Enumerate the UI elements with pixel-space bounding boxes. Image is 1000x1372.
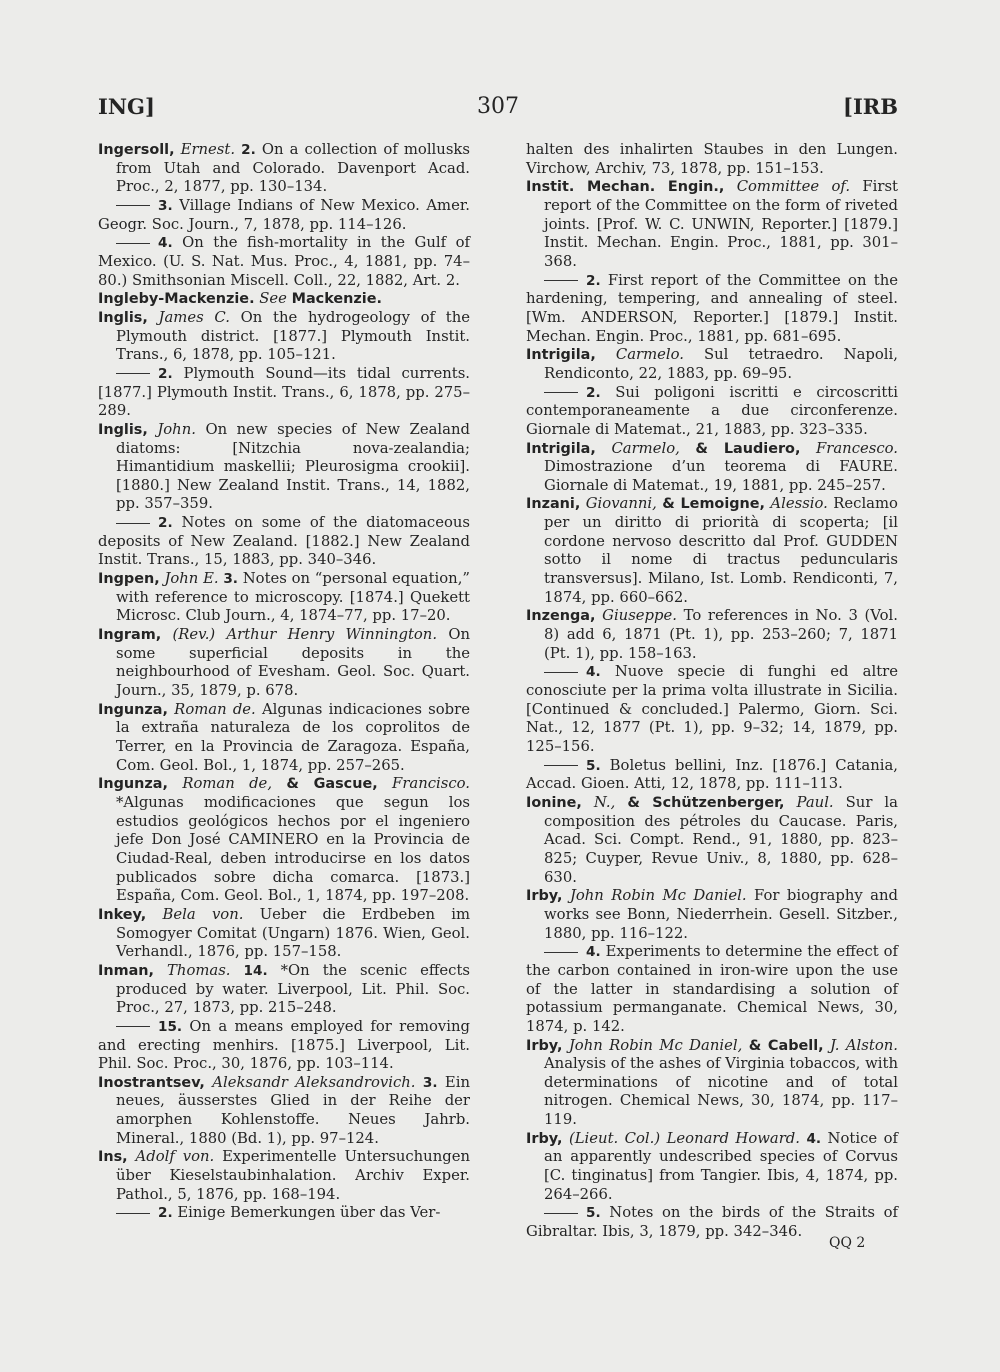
entry-number: 4.: [586, 664, 601, 681]
entry-headword: Ingersoll,: [98, 142, 175, 158]
entry-coauthor: & Schützenberger,: [627, 794, 785, 811]
bibliography-entry: [526, 1130, 898, 1205]
bibliography-entry: [526, 346, 898, 383]
bibliography-entry: [526, 495, 898, 607]
running-head-left: ING]: [98, 94, 155, 119]
entry-text: For biography and works see Bonn, Niederrhein. Gesell. Sitzber., 1880, pp. 116–122.: [544, 887, 898, 942]
repeat-author-dash: [116, 1026, 150, 1027]
entry-text: On the fish-mortality in the Gulf of Mexico. (U. S. Nat. Mus. Proc., 4, 1881, pp. 74–80.) Smithsonian Miscell. Coll., 22, 1882, Art. 2.: [98, 234, 470, 289]
entry-coauthor: & Laudiero,: [695, 440, 801, 457]
entry-number: 3.: [422, 1074, 438, 1091]
entry-text: Analysis of the ashes of Virginia tobaccos, with determinations of nicotine and of total nitrogen. Chemical News, 30, 1874, pp. 117–119.: [544, 1055, 898, 1129]
entry-headword: Irby,: [526, 888, 563, 905]
entry-text: Sui poligoni iscritti e circoscritti contemporaneamente a due circonferenze. Giornale di Matemat., 21, 1883, pp. 323–335.: [526, 383, 898, 438]
entry-text: Reclamo per un diritto di priorità di scoperta; [il cordone nervoso descritto dal Prof. GUDDEN sotto il nome di tractus peduncularis transversus]. Milano, Ist. Lomb. Rendiconti, 7, 1874, pp. 660–662.: [544, 495, 898, 606]
entry-number: 2.: [586, 272, 601, 289]
entry-number: 15.: [158, 1018, 183, 1035]
entry-text: halten des inhalirten Staubes in den Lungen. Virchow, Archiv, 73, 1878, pp. 151–153.: [526, 141, 898, 177]
entry-headword: Intrigila,: [526, 347, 596, 364]
entry-number: 14.: [243, 962, 268, 979]
bibliography-entry: [98, 309, 470, 365]
entry-text: Ein neues, äusserstes Glied in der Reihe der amorphen Kohlenstoffe. Neues Jahrb. Mineral., 1880 (Bd. 1), pp. 97–124.: [116, 1073, 470, 1147]
bibliography-entry: [98, 365, 470, 421]
entry-forename: Ernest.: [180, 141, 236, 158]
bibliography-entry: [98, 1204, 470, 1223]
entry-text: Nuove specie di funghi ed altre conosciute per la prima volta illustrate in Sicilia. [Continued & concluded.] Palermo, Giorn. Sci. Nat., 12, 1877 (Pt. 1), pp. 9–32; 14, 1879, pp. 125–156.: [526, 663, 898, 755]
entry-text: Sul tetraedro. Napoli, Rendiconto, 22, 1883, pp. 69–95.: [544, 346, 898, 382]
signature-mark: QQ 2: [829, 1235, 866, 1251]
bibliography-entry: [526, 178, 898, 271]
bibliography-entry: [98, 906, 470, 962]
entry-text: First report of the Committee on the form of riveted joints. [Prof. W. C. UNWIN, Reporter.] [1879.] Instit. Mechan. Engin. Proc., 1881, pp. 301–368.: [544, 178, 898, 270]
entry-headword: Ingpen,: [98, 571, 160, 588]
bibliography-entry: [526, 794, 898, 887]
entry-forename: John Robin Mc Daniel.: [569, 887, 747, 905]
entry-headword: Inglis,: [98, 421, 148, 438]
entry-text: Notes on some of the diatomaceous deposits of New Zealand. [1882.] New Zealand Instit. Trans., 15, 1883, pp. 340–346.: [98, 514, 470, 569]
entry-forename: John E.: [164, 570, 219, 588]
bibliography-entry: [98, 1148, 470, 1204]
entry-forename: Roman de.: [174, 700, 256, 718]
entry-headword: Inostrantsev,: [98, 1074, 205, 1091]
entry-forename: See: [259, 290, 287, 308]
bibliography-entry: [98, 626, 470, 701]
entry-text: Einige Bemerkungen über das Ver-: [177, 1204, 441, 1222]
entry-text: *On the scenic effects produced by water. Liverpool, Lit. Phil. Soc. Proc., 27, 1873, pp. 215–248.: [116, 961, 470, 1017]
bibliography-entry: [98, 290, 470, 309]
bibliography-entry: [98, 570, 470, 626]
entry-text: Notice of an apparently undescribed species of Corvus [C. tinginatus] from Tangier. Ibis, 4, 1874, pp. 264–266.: [544, 1129, 898, 1203]
entry-coauthor-forename: Paul.: [796, 793, 834, 811]
repeat-author-dash: [544, 765, 578, 766]
bibliography-entry: [526, 757, 898, 794]
entry-forename: Carmelo,: [611, 439, 680, 457]
entry-text: Village Indians of New Mexico. Amer. Geogr. Soc. Journ., 7, 1878, pp. 114–126.: [98, 196, 470, 233]
entry-headword: Intrigila,: [526, 440, 596, 457]
entry-number: 4.: [806, 1130, 822, 1147]
bibliography-entry: [526, 272, 898, 347]
entry-text: On a means employed for removing and erecting menhirs. [1875.] Liverpool, Lit. Phil. Soc. Proc., 30, 1876, pp. 103–114.: [98, 1017, 470, 1073]
entry-coauthor-forename: J. Alston.: [830, 1036, 898, 1054]
bibliography-entry: [98, 141, 470, 197]
bibliography-entry: [98, 962, 470, 1018]
entry-headword: Inzenga,: [526, 608, 596, 625]
bibliography-entry: [526, 440, 898, 496]
bibliography-entry: [526, 887, 898, 943]
entry-headword: Ins,: [98, 1149, 128, 1166]
repeat-author-dash: [116, 373, 150, 374]
repeat-author-dash: [116, 523, 150, 524]
entry-forename: Giovanni,: [585, 495, 657, 513]
entry-forename: Aleksandr Aleksandrovich.: [212, 1073, 416, 1091]
repeat-author-dash: [544, 1213, 578, 1214]
entry-forename: Giuseppe.: [602, 607, 677, 625]
bibliography-entry: [98, 775, 470, 906]
entry-text: Ueber die Erdbeben im Somogyer Comitat (Ungarn) 1876. Wien, Geol. Verhandl., 1876, pp. 157–158.: [116, 905, 470, 961]
bibliography-entry: [98, 421, 470, 514]
repeat-author-dash: [544, 672, 578, 673]
entry-number: 2.: [241, 142, 256, 158]
entry-headword: Ingleby-Mackenzie.: [98, 291, 255, 308]
entry-headword: Ionine,: [526, 794, 582, 811]
entry-text: Experimentelle Untersuchungen über Kieselstaubinhalation. Archiv Exper. Pathol., 5, 1876, pp. 168–194.: [116, 1148, 470, 1203]
bibliography-entry: [98, 701, 470, 776]
entry-text: First report of the Committee on the hardening, tempering, and annealing of steel. [Wm. ANDERSON, Reporter.] [1879.] Instit. Mechan. Engin. Proc., 1881, pp. 681–695.: [526, 271, 898, 345]
entry-text: Mackenzie.: [291, 291, 382, 308]
repeat-author-dash: [544, 952, 578, 953]
entry-forename: Adolf von.: [135, 1148, 215, 1166]
entry-text: On new species of New Zealand diatoms: [Nitzchia nova-zealandia; Himantidium maskellii; Pleurosigma crookii]. [1880.] New Zealand Instit. Trans., 14, 1882, pp. 357–359.: [116, 420, 470, 513]
bibliography-entry: [526, 1037, 898, 1130]
entry-headword: Instit. Mechan. Engin.,: [526, 179, 725, 196]
bibliography-entry: [526, 663, 898, 756]
entry-coauthor: & Lemoigne,: [662, 496, 766, 513]
entry-headword: Irby,: [526, 1037, 563, 1054]
entry-text: Sur la composition des pétroles du Caucase. Paris, Acad. Sci. Compt. Rend., 91, 1880, pp. 823–825; Cuyper, Revue Univ., 8, 1880, pp. 628–630.: [544, 793, 898, 886]
entry-forename: Committee of.: [736, 178, 851, 196]
right-column: [526, 141, 898, 1242]
entry-forename: John.: [157, 420, 196, 438]
entry-number: 2.: [158, 515, 173, 532]
entry-coauthor-forename: Alessio.: [770, 495, 828, 513]
entry-number: 2.: [158, 1205, 173, 1222]
entry-forename: N.,: [593, 793, 616, 811]
entry-text: Algunas indicaciones sobre la extraña naturaleza de los coprolitos de Terrer, en la Provincia de Zaragoza. España, Com. Geol. Bol., 1, 1874, pp. 257–265.: [116, 700, 470, 774]
entry-text: To references in No. 3 (Vol. 8) add 6, 1871 (Pt. 1), pp. 253–260; 7, 1871 (Pt. 1), pp. 158–163.: [544, 607, 898, 662]
entry-number: 2.: [586, 384, 601, 401]
entry-number: 4.: [586, 944, 601, 961]
entry-text: Notes on the birds of the Straits of Gibraltar. Ibis, 3, 1879, pp. 342–346.: [526, 1204, 898, 1241]
entry-text: Notes on “personal equation,” with reference to microscopy. [1874.] Quekett Microsc. Club Journ., 4, 1874–77, pp. 17–20.: [116, 570, 470, 625]
entry-forename: (Rev.) Arthur Henry Winnington.: [172, 626, 438, 644]
bibliography-entry: [98, 514, 470, 570]
page-number: 307: [477, 94, 519, 119]
entry-forename: Thomas.: [167, 961, 231, 979]
repeat-author-dash: [116, 1213, 150, 1214]
bibliography-entry: [98, 197, 470, 234]
repeat-author-dash: [544, 280, 578, 281]
entry-forename: (Lieut. Col.) Leonard Howard.: [568, 1129, 800, 1147]
entry-coauthor: & Cabell,: [748, 1037, 824, 1054]
running-head: [98, 94, 898, 124]
entry-number: 3.: [223, 571, 238, 588]
bibliography-entry: [98, 234, 470, 290]
entry-number: 5.: [586, 1205, 601, 1222]
bibliography-entry: [98, 1018, 470, 1074]
entry-text: On a collection of mollusks from Utah and Colorado. Davenport Acad. Proc., 2, 1877, pp. 130–134.: [116, 141, 470, 196]
entry-headword: Ingram,: [98, 627, 162, 644]
running-head-right: [IRB: [843, 94, 898, 119]
entry-forename: James C.: [158, 308, 230, 326]
entry-number: 2.: [158, 365, 173, 382]
entry-number: 4.: [158, 235, 173, 252]
repeat-author-dash: [116, 205, 150, 206]
entry-text: *Algunas modificaciones que segun los estudios geológicos hechos por el ingeniero jefe Don José CAMINERO en la Provincia de Ciudad-Real, deben introducirse en los datos publicados sobre dicha comarca. [1873.] España, Com. Geol. Bol., 1, 1874, pp. 197–208.: [116, 793, 470, 905]
bibliography-entry: [526, 943, 898, 1036]
entry-text: Dimostrazione d’un teorema di FAURE. Giornale di Matemat., 19, 1881, pp. 245–257.: [544, 458, 898, 494]
entry-text: On some superficial deposits in the neighbourhood of Evesham. Geol. Soc. Quart. Journ., 35, 1879, p. 678.: [116, 626, 470, 700]
entry-text: Boletus bellini, Inz. [1876.] Catania, Accad. Gioen. Atti, 12, 1878, pp. 111–113.: [526, 756, 898, 793]
entry-forename: John Robin Mc Daniel,: [568, 1036, 743, 1054]
entry-text: Experiments to determine the effect of the carbon contained in iron-wire upon the use of the latter in standardising a solution of potassium permanganate. Chemical News, 30, 1874, p. 142.: [526, 943, 898, 1035]
entry-forename: Roman de,: [182, 775, 273, 793]
entry-text: Plymouth Sound—its tidal currents. [1877.] Plymouth Instit. Trans., 6, 1878, pp. 275–289.: [98, 364, 470, 420]
left-column: [98, 141, 470, 1223]
entry-headword: Irby,: [526, 1130, 563, 1147]
entry-number: 3.: [158, 197, 173, 214]
bibliography-entry: [526, 607, 898, 663]
entry-coauthor-forename: Francesco.: [816, 439, 898, 457]
entry-number: 5.: [586, 757, 601, 774]
bibliography-entry: [526, 141, 898, 178]
entry-forename: Carmelo.: [615, 346, 684, 364]
entry-coauthor-forename: Francisco.: [392, 775, 470, 793]
bibliography-entry: [98, 1074, 470, 1149]
entry-headword: Inglis,: [98, 309, 148, 326]
repeat-author-dash: [544, 392, 578, 393]
entry-coauthor: & Gascue,: [286, 776, 378, 793]
entry-headword: Inman,: [98, 962, 155, 979]
entry-text: On the hydrogeology of the Plymouth district. [1877.] Plymouth Instit. Trans., 6, 1878, pp. 105–121.: [116, 308, 470, 364]
entry-forename: Bela von.: [162, 905, 244, 923]
entry-headword: Inkey,: [98, 906, 147, 923]
repeat-author-dash: [116, 243, 150, 244]
bibliography-entry: [526, 384, 898, 440]
entry-headword: Inzani,: [526, 496, 581, 513]
entry-headword: Ingunza,: [98, 701, 168, 718]
entry-headword: Ingunza,: [98, 776, 168, 793]
